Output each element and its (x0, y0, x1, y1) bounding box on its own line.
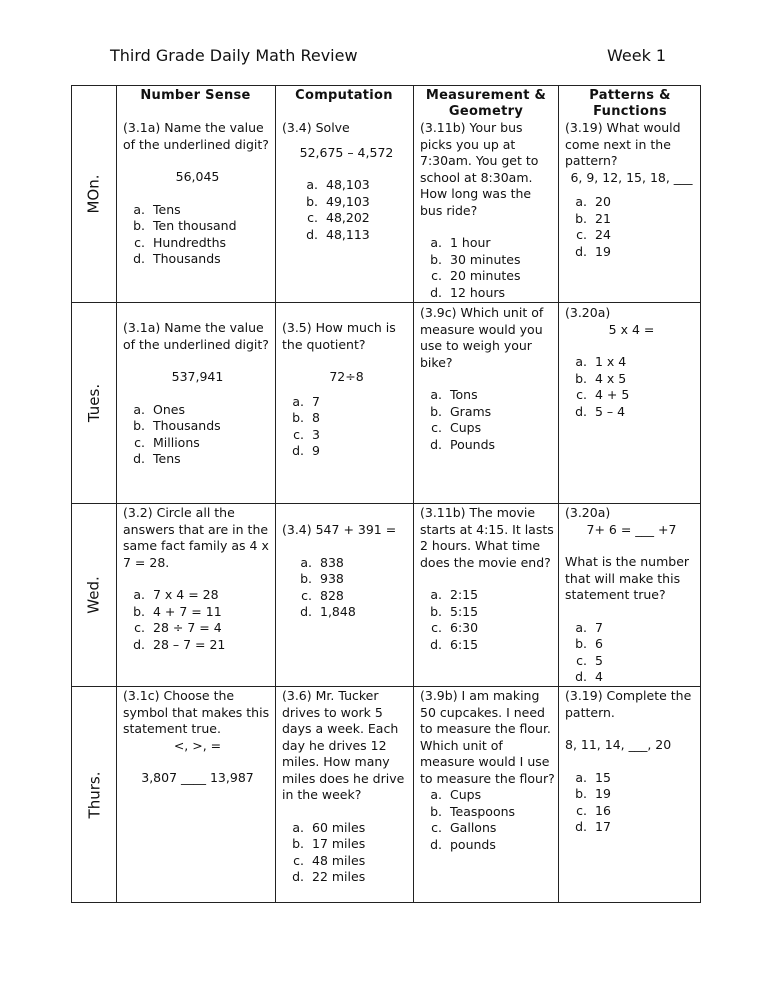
answer-option[interactable]: d. 17 (575, 819, 611, 834)
answer-options (565, 354, 698, 420)
answer-option[interactable]: a. 838 (300, 554, 344, 570)
answer-option[interactable]: c. 6:30 (431, 620, 479, 635)
question-text: (3.2) Circle all the answers that are in the same fact family as 4 x 7 = 28. (123, 505, 269, 570)
answer-option[interactable]: c. Cups (431, 420, 482, 435)
answer-option[interactable]: c. 24 (576, 227, 611, 242)
cell-tue-measurement (417, 305, 557, 453)
answer-option[interactable]: a. 7 (292, 393, 320, 409)
answer-option[interactable]: d. pounds (430, 836, 496, 852)
column-header-computation: Computation (295, 88, 393, 103)
answer-option[interactable]: a. 1 x 4 (575, 354, 627, 369)
question-text: (3.6) Mr. Tucker drives to work 5 days a week. Each day he drives 12 miles. How many miles does he drive in the week? (282, 688, 405, 802)
comparison-statement: 3,807 ____ 13,987 (141, 770, 254, 785)
question-text: (3.4) 547 + 391 = (282, 522, 397, 537)
answer-option[interactable]: b. 4 + 7 = 11 (133, 603, 222, 619)
answer-option[interactable]: a. Cups (430, 787, 482, 802)
grid-line (413, 86, 414, 902)
question-text: (3.20a) (565, 305, 611, 320)
given-expression: 52,675 – 4,572 (299, 144, 394, 160)
answer-option[interactable]: b. Teaspoons (430, 803, 516, 819)
column-header-number-sense: Number Sense (140, 88, 251, 103)
cell-thu-patterns (562, 688, 700, 836)
answer-option[interactable]: b. 4 x 5 (575, 370, 627, 386)
answer-options (420, 235, 555, 301)
question-text: (3.19) Complete the pattern. (565, 688, 692, 720)
cell-wed-computation (279, 522, 413, 621)
cell-wed-patterns (562, 505, 700, 686)
question-text: (3.19) What would come next in the pattern? (565, 120, 681, 168)
answer-option[interactable]: c. Hundredths (134, 234, 227, 250)
question-text: (3.1c) Choose the symbol that makes this statement true. (123, 688, 270, 736)
cell-tue-patterns (562, 305, 700, 420)
cell-mon-patterns (562, 120, 700, 260)
question-text: (3.9b) I am making 50 cupcakes. I need to measure the flour. Which unit of measure would I use to measure the flour? (420, 688, 555, 786)
question-text: (3.20a) (565, 505, 611, 520)
cell-mon-computation (279, 120, 413, 243)
day-label-thursday: Thurs. (85, 771, 103, 819)
answer-options (565, 770, 698, 836)
answer-options (123, 202, 272, 268)
cell-thu-measurement (417, 688, 557, 853)
answer-option[interactable]: c. 16 (576, 802, 611, 818)
answer-option[interactable]: d. Tens (133, 451, 181, 466)
answer-option[interactable]: d. 1,848 (300, 604, 356, 619)
column-header-patterns: Patterns & Functions (589, 88, 671, 119)
given-expression: 5 x 4 = (608, 321, 655, 337)
answer-option[interactable]: c. 4 + 5 (576, 387, 630, 402)
answer-option[interactable]: b. 17 miles (292, 836, 366, 851)
day-label-monday: MOn. (85, 174, 103, 214)
question-text: (3.11b) The movie starts at 4:15. It lasts 2 hours. What time does the movie end? (420, 505, 554, 570)
answer-option[interactable]: b. 6 (575, 636, 603, 651)
given-sequence: 6, 9, 12, 15, 18, ___ (570, 169, 693, 185)
answer-option[interactable]: a. Tons (430, 387, 478, 402)
answer-options (123, 402, 272, 468)
answer-option[interactable]: a. Ones (133, 401, 185, 417)
grid-line (72, 503, 700, 504)
answer-option[interactable]: b. 5:15 (430, 603, 479, 619)
answer-options (420, 587, 555, 653)
cell-mon-measurement (417, 120, 557, 301)
answer-option[interactable]: c. 3 (293, 426, 320, 442)
answer-option[interactable]: b. 8 (292, 410, 320, 425)
answer-option[interactable]: d. 4 (575, 669, 603, 684)
answer-option[interactable]: c. Millions (134, 434, 200, 450)
answer-option[interactable]: c. 5 (576, 652, 603, 668)
answer-option[interactable]: c. 20 minutes (431, 268, 521, 283)
question-text: (3.11b) Your bus picks you up at 7:30am. You get to school at 8:30am. How long was the bus ride? (420, 120, 539, 218)
question-text: (3.4) Solve (282, 120, 350, 135)
answer-option[interactable]: d. 12 hours (430, 284, 506, 300)
answer-option[interactable]: a. 15 (575, 769, 611, 785)
answer-option[interactable]: c. 48,202 (307, 210, 370, 225)
answer-option[interactable]: a. Tens (133, 201, 181, 217)
worksheet-title: Third Grade Daily Math Review (110, 46, 358, 65)
answer-options (420, 787, 555, 853)
answer-option[interactable]: b. 30 minutes (430, 251, 521, 267)
answer-option[interactable]: a. 7 x 4 = 28 (133, 587, 219, 602)
day-label-wednesday: Wed. (84, 575, 103, 614)
answer-option[interactable]: a. 60 miles (292, 819, 366, 835)
answer-option[interactable]: a. 48,103 (306, 177, 370, 192)
question-text: (3.5) How much is the quotient? (282, 320, 396, 352)
answer-option[interactable]: d. 28 – 7 = 21 (133, 636, 226, 652)
answer-option[interactable]: b. Thousands (133, 418, 221, 433)
cell-thu-computation (279, 688, 413, 886)
cell-tue-number-sense (120, 320, 274, 468)
week-label: Week 1 (607, 46, 667, 65)
cell-wed-measurement (417, 505, 557, 653)
grid-line (275, 86, 276, 902)
grid-line (558, 86, 559, 902)
answer-option[interactable]: a. 20 (575, 194, 611, 209)
answer-option[interactable]: a. 2:15 (430, 587, 479, 602)
given-number: 537,941 (171, 369, 224, 384)
answer-options (565, 620, 698, 686)
given-sequence: 8, 11, 14, ___, 20 (565, 737, 672, 752)
answer-option[interactable]: c. Gallons (431, 820, 497, 835)
answer-options (282, 394, 411, 460)
answer-options (565, 194, 698, 260)
grid-line (116, 86, 117, 902)
answer-option[interactable]: b. Ten thousand (133, 218, 237, 233)
cell-thu-number-sense (120, 688, 274, 787)
answer-option[interactable]: d. 48,113 (306, 226, 370, 242)
answer-option[interactable]: c. 28 ÷ 7 = 4 (134, 620, 222, 635)
answer-option[interactable]: b. 49,103 (306, 193, 370, 209)
answer-option[interactable]: b. 938 (300, 571, 344, 586)
answer-option[interactable]: b. 19 (575, 786, 611, 801)
answer-options (282, 177, 411, 243)
given-expression: 72÷8 (329, 369, 364, 384)
answer-option[interactable]: d. 22 miles (292, 869, 366, 884)
answer-options (282, 820, 411, 886)
answer-options (123, 587, 272, 653)
answer-option[interactable]: d. 6:15 (430, 636, 479, 652)
answer-option[interactable]: d. Pounds (430, 436, 496, 452)
answer-options (282, 555, 411, 621)
answer-option[interactable]: c. 48 miles (293, 852, 366, 868)
answer-option[interactable]: d. 19 (575, 243, 611, 259)
given-equation: 7+ 6 = ___ +7 (586, 521, 677, 537)
grid-line (72, 302, 700, 303)
answer-option[interactable]: d. 5 – 4 (575, 403, 626, 419)
symbol-choices: <, >, = (173, 737, 222, 753)
day-label-tuesday: Tues. (84, 383, 103, 422)
answer-option[interactable]: b. 21 (575, 210, 611, 226)
question-text: (3.1a) Name the value of the underlined digit? (123, 120, 269, 152)
cell-tue-computation (279, 320, 413, 460)
answer-option[interactable]: d. Thousands (133, 251, 221, 266)
followup-question: What is the number that will make this statement true? (565, 554, 690, 602)
column-header-measurement: Measurement & Geometry (425, 88, 547, 119)
given-number: 56,045 (175, 169, 220, 184)
answer-option[interactable]: b. Grams (430, 403, 492, 419)
cell-wed-number-sense (120, 505, 274, 653)
review-grid (71, 85, 701, 903)
cell-mon-number-sense (120, 120, 274, 268)
grid-line (72, 686, 700, 687)
question-text: (3.9c) Which unit of measure would you use to weigh your bike? (420, 305, 544, 370)
question-text: (3.1a) Name the value of the underlined digit? (123, 320, 269, 352)
answer-option[interactable]: a. 7 (575, 619, 603, 635)
answer-option[interactable]: a. 1 hour (430, 235, 491, 250)
answer-option[interactable]: c. 828 (301, 587, 344, 603)
answer-option[interactable]: d. 9 (292, 443, 320, 458)
answer-options (420, 387, 555, 453)
